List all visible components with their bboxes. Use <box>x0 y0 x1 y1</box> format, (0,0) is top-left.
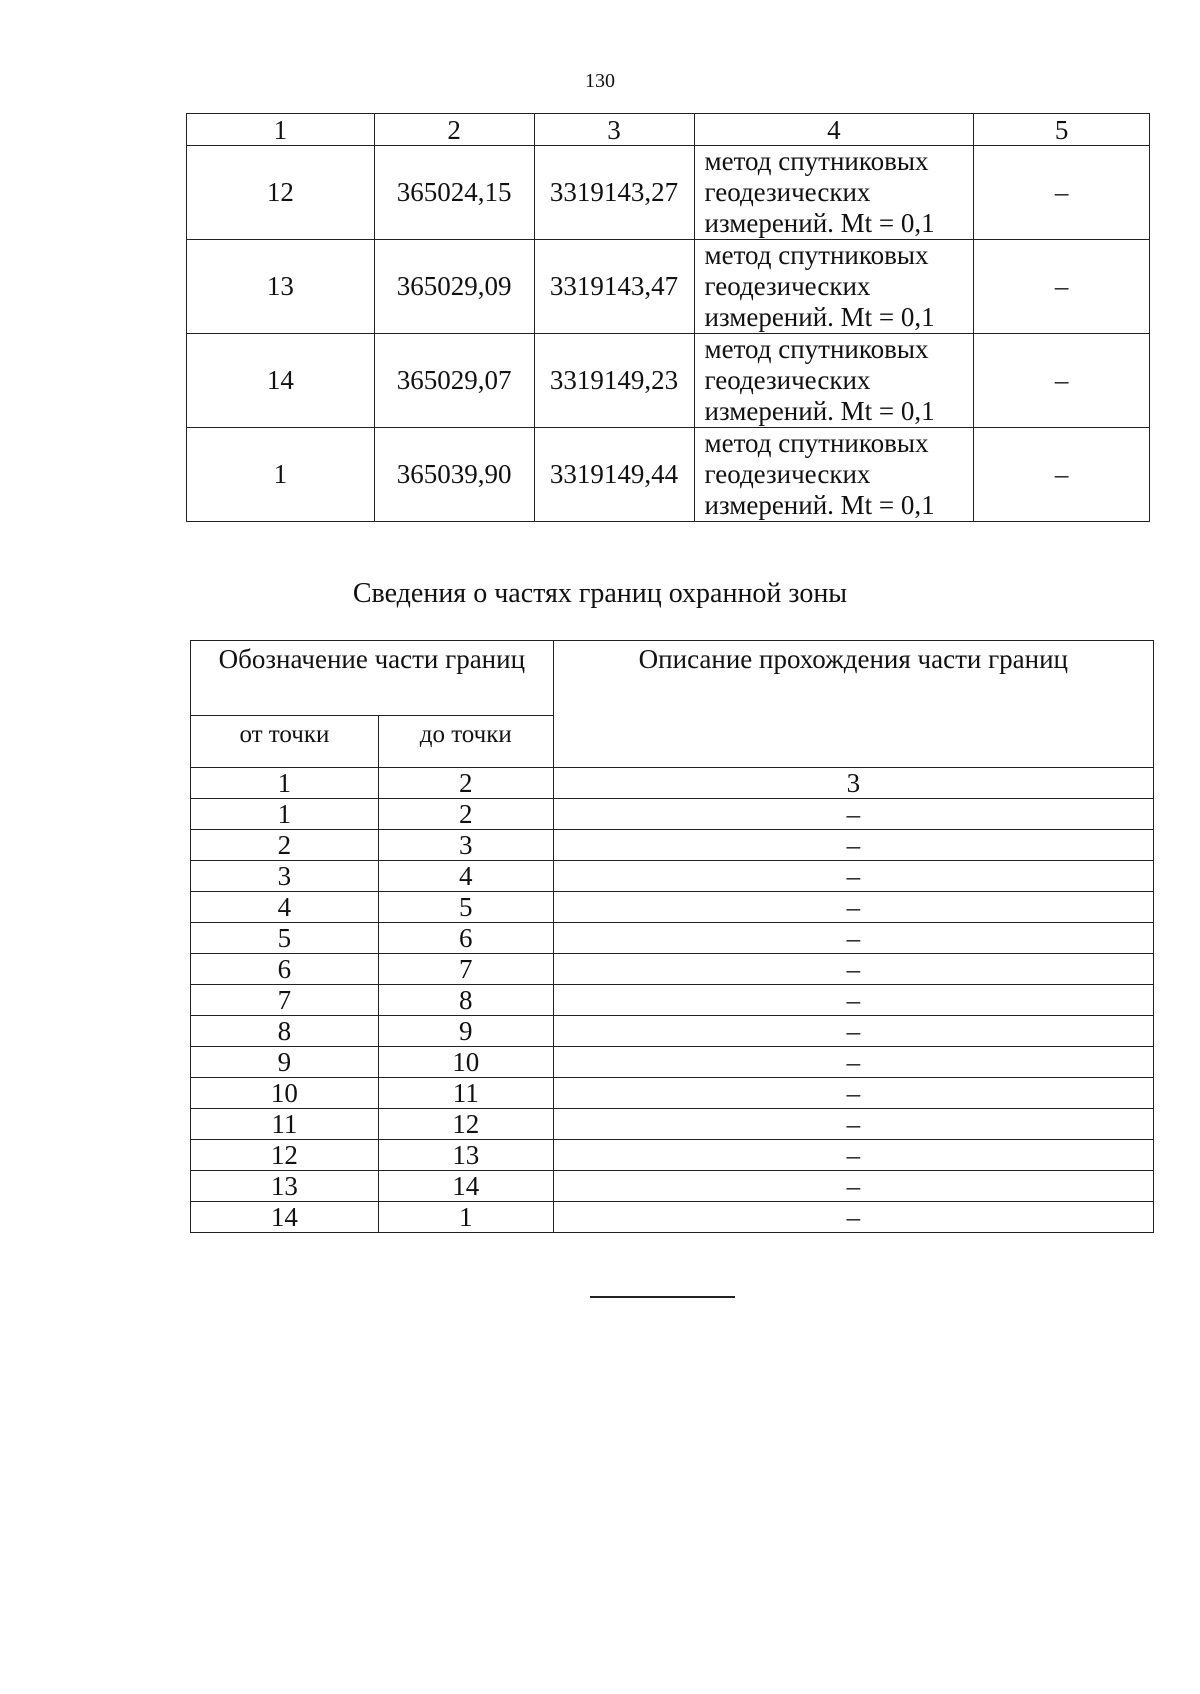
description: – <box>553 799 1153 830</box>
designation-header: Обозначение части границ <box>191 641 554 716</box>
table-row <box>191 1109 1154 1140</box>
table-row <box>191 799 1154 830</box>
y-coordinate: 3319143,47 <box>534 240 694 334</box>
table-row <box>191 830 1154 861</box>
table-row <box>187 334 1150 428</box>
method-cell <box>694 334 974 428</box>
description: – <box>553 861 1153 892</box>
to-point: 3 <box>378 830 553 861</box>
column-number: 3 <box>553 768 1153 799</box>
table-row <box>191 1140 1154 1171</box>
point-number: 14 <box>187 334 375 428</box>
to-point: 11 <box>378 1078 553 1109</box>
note-cell: – <box>974 146 1150 240</box>
description: – <box>553 1016 1153 1047</box>
from-point: 4 <box>191 892 379 923</box>
from-point: 5 <box>191 923 379 954</box>
description: – <box>553 923 1153 954</box>
x-coordinate: 365024,15 <box>374 146 534 240</box>
description: – <box>553 985 1153 1016</box>
column-number: 3 <box>534 114 694 146</box>
method-line: измерений. Mt = 0,1 <box>704 302 935 332</box>
description: – <box>553 1109 1153 1140</box>
x-coordinate: 365029,07 <box>374 334 534 428</box>
column-number: 5 <box>974 114 1150 146</box>
table-row <box>187 428 1150 522</box>
description-header: Описание прохождения части границ <box>553 641 1153 768</box>
table-row <box>191 1078 1154 1109</box>
method-cell <box>694 146 974 240</box>
method-line: метод спутниковых <box>704 240 929 270</box>
from-point: 6 <box>191 954 379 985</box>
description: – <box>553 954 1153 985</box>
to-point: 5 <box>378 892 553 923</box>
description: – <box>553 830 1153 861</box>
boundary-parts-table <box>190 640 1154 1233</box>
column-number: 1 <box>187 114 375 146</box>
to-point: 2 <box>378 799 553 830</box>
method-line: измерений. Mt = 0,1 <box>704 208 935 238</box>
column-numbers-row <box>191 768 1154 799</box>
to-point: 7 <box>378 954 553 985</box>
description: – <box>553 1078 1153 1109</box>
description: – <box>553 1047 1153 1078</box>
table-row <box>191 985 1154 1016</box>
note-cell: – <box>974 334 1150 428</box>
note-cell: – <box>974 240 1150 334</box>
method-line: метод спутниковых <box>704 146 929 176</box>
table-row <box>191 892 1154 923</box>
to-point: 6 <box>378 923 553 954</box>
method-line: геодезических <box>704 177 871 207</box>
column-number: 2 <box>374 114 534 146</box>
method-line: геодезических <box>704 365 871 395</box>
column-number: 1 <box>191 768 379 799</box>
column-number: 4 <box>694 114 974 146</box>
from-point: 11 <box>191 1109 379 1140</box>
coordinates-header-row <box>187 114 1150 146</box>
to-point: 4 <box>378 861 553 892</box>
from-point-header: от точки <box>191 716 379 768</box>
note-cell: – <box>974 428 1150 522</box>
parts-header-row <box>191 641 1154 716</box>
table-row <box>191 1016 1154 1047</box>
y-coordinate: 3319143,27 <box>534 146 694 240</box>
method-cell <box>694 240 974 334</box>
method-line: геодезических <box>704 271 871 301</box>
from-point: 3 <box>191 861 379 892</box>
table-row <box>191 954 1154 985</box>
to-point: 13 <box>378 1140 553 1171</box>
method-line: геодезических <box>704 459 871 489</box>
table-row <box>191 923 1154 954</box>
column-number: 2 <box>378 768 553 799</box>
y-coordinate: 3319149,23 <box>534 334 694 428</box>
from-point: 12 <box>191 1140 379 1171</box>
description: – <box>553 1202 1153 1233</box>
method-line: измерений. Mt = 0,1 <box>704 490 935 520</box>
to-point: 9 <box>378 1016 553 1047</box>
from-point: 1 <box>191 799 379 830</box>
to-point: 10 <box>378 1047 553 1078</box>
from-point: 8 <box>191 1016 379 1047</box>
to-point: 12 <box>378 1109 553 1140</box>
table-row <box>191 861 1154 892</box>
point-number: 1 <box>187 428 375 522</box>
point-number: 12 <box>187 146 375 240</box>
from-point: 7 <box>191 985 379 1016</box>
table-row <box>187 146 1150 240</box>
method-line: метод спутниковых <box>704 334 929 364</box>
method-line: метод спутниковых <box>704 428 929 458</box>
table-row <box>187 240 1150 334</box>
coordinates-table <box>186 113 1150 522</box>
from-point: 10 <box>191 1078 379 1109</box>
x-coordinate: 365039,90 <box>374 428 534 522</box>
section-title: Сведения о частях границ охранной зоны <box>352 578 848 609</box>
to-point-header: до точки <box>378 716 553 768</box>
from-point: 13 <box>191 1171 379 1202</box>
x-coordinate: 365029,09 <box>374 240 534 334</box>
method-line: измерений. Mt = 0,1 <box>704 396 935 426</box>
to-point: 8 <box>378 985 553 1016</box>
description: – <box>553 892 1153 923</box>
from-point: 2 <box>191 830 379 861</box>
to-point: 14 <box>378 1171 553 1202</box>
table-row <box>191 1202 1154 1233</box>
from-point: 9 <box>191 1047 379 1078</box>
to-point: 1 <box>378 1202 553 1233</box>
page-number: 130 <box>585 70 615 92</box>
description: – <box>553 1171 1153 1202</box>
table-row <box>191 1047 1154 1078</box>
from-point: 14 <box>191 1202 379 1233</box>
description: – <box>553 1140 1153 1171</box>
method-cell <box>694 428 974 522</box>
end-separator-line <box>590 1296 735 1298</box>
y-coordinate: 3319149,44 <box>534 428 694 522</box>
table-row <box>191 1171 1154 1202</box>
point-number: 13 <box>187 240 375 334</box>
